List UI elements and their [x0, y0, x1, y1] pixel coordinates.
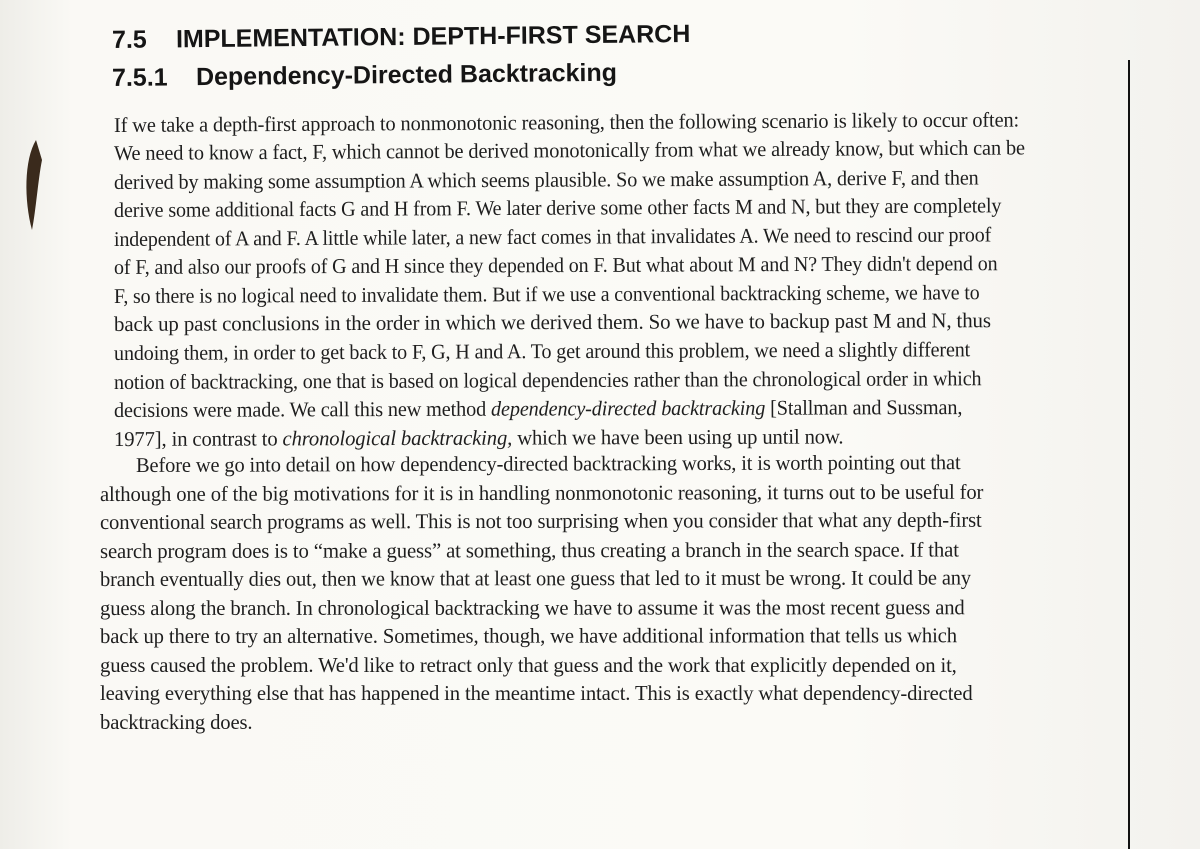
text-line: of F, and also our proofs of G and H since they depended on F. But what about M and N? They didn't depend on	[113, 251, 998, 279]
text-run: decisions were made. We call this new method	[113, 396, 492, 422]
text-line: undoing them, in order to get back to F, G, H and A. To get around this problem, we need a slightly different	[113, 337, 971, 365]
text-line: backtracking does.	[100, 710, 253, 734]
section-title: IMPLEMENTATION: DEPTH-FIRST SEARCH	[175, 19, 691, 54]
term-chronological-backtracking: chronological backtracking,	[282, 425, 513, 451]
text-line: search program does is to “make a guess” at something, thus creating a branch in the search space. If that	[99, 537, 959, 563]
text-line: leaving everything else that has happened in the meantime intact. This is exactly what dependency-directed	[100, 681, 973, 705]
text-line: F, so there is no logical need to invalidate them. But if we use a conventional backtracking scheme, we have to	[113, 280, 980, 308]
citation: [Stallman and Sussman,	[765, 395, 963, 420]
section-number: 7.5	[111, 25, 147, 54]
text-line	[114, 425, 843, 450]
section-heading	[112, 20, 691, 55]
binding-shadow	[22, 140, 44, 230]
page-edge	[1126, 60, 1132, 849]
text-line: If we take a depth-first approach to nonmonotonic reasoning, then the following scenario is likely to occur often:	[113, 107, 1020, 137]
text-line: independent of A and F. A little while later, a new fact comes in that invalidates A. We need to rescind our proof	[113, 222, 992, 251]
text-line: conventional search programs as well. This is not too surprising when you consider that what any depth-first	[99, 507, 982, 534]
text-run: 1977], in contrast to	[113, 426, 283, 451]
text-line: derived by making some assumption A which seems plausible. So we make assumption A, derive F, and then	[113, 165, 979, 194]
text-line: notion of backtracking, one that is based on logical dependencies rather than the chronological order in which	[113, 366, 982, 394]
text-line: derive some additional facts G and H from F. We later derive some other facts M and N, but they are completely	[113, 193, 1002, 222]
text-line: guess caused the problem. We'd like to retract only that guess and the work that explicitly depended on it,	[100, 653, 957, 677]
text-line: guess along the branch. In chronological backtracking we have to assume it was the most recent guess and	[99, 595, 965, 620]
text-line: We need to know a fact, F, which cannot be derived monotonically from what we already know, but which can be	[113, 135, 1026, 165]
text-line: branch eventually dies out, then we know that at least one guess that led to it must be wrong. It could be any	[99, 565, 971, 591]
text-line	[114, 396, 962, 421]
subsection-number: 7.5.1	[111, 63, 168, 92]
text-line: Before we go into detail on how dependency-directed backtracking works, it is worth pointing out that	[135, 450, 961, 477]
subsection-title: Dependency-Directed Backtracking	[195, 58, 618, 92]
text-line: although one of the big motivations for it is in handling nonmonotonic reasoning, it turns out to be useful for	[99, 479, 984, 506]
term-dependency-directed-backtracking: dependency-directed backtracking	[490, 395, 766, 421]
text-line: back up past conclusions in the order in which we derived them. So we have to backup past M and N, thus	[113, 308, 991, 336]
subsection-heading	[112, 59, 617, 93]
text-line: back up there to try an alternative. Sometimes, though, we have additional information that tells us which	[99, 623, 957, 648]
text-run: which we have been using up until now.	[512, 424, 844, 450]
